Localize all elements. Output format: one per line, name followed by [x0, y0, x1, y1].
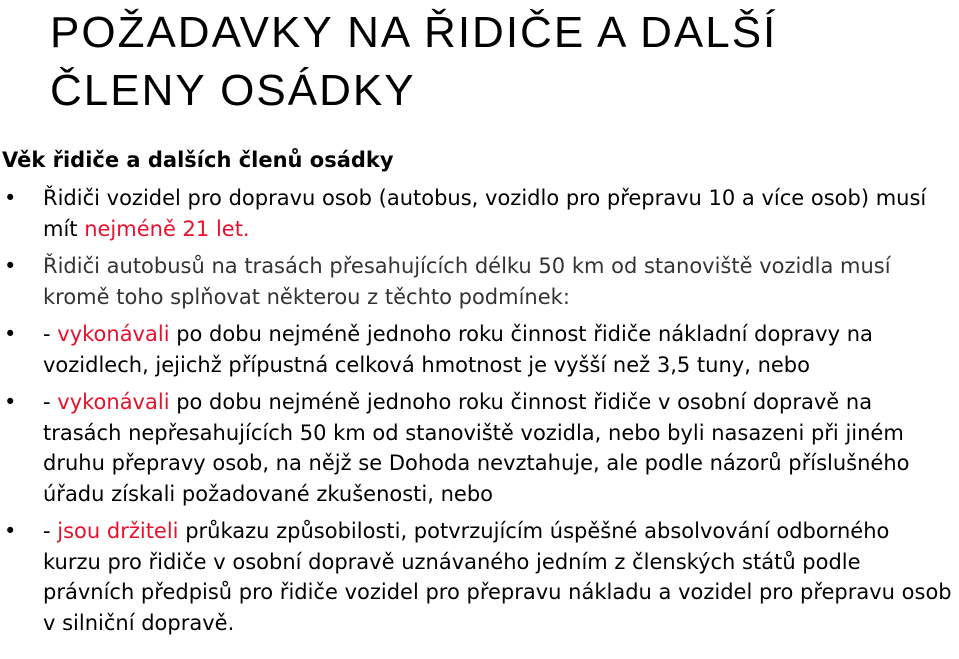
- bullet-text: -: [43, 322, 58, 346]
- bullet-text-after: průkazu způsobilosti, potvrzujícím úspěšné absolvování odborného kurzu pro řidiče v osobní dopravě uznávaného jedním z členských států podle právních předpisů pro řidiče vozidel pro přepravu nákladu a vozidel pro přepravu osob v silniční dopravě.: [43, 519, 952, 635]
- bullet-item-1: [0, 183, 959, 244]
- section-heading: Věk řidiče a dalších členů osádky: [2, 148, 394, 172]
- bullet-text: -: [43, 390, 58, 414]
- bullet-highlight: jsou držiteli: [57, 519, 179, 543]
- bullet-item-2: [0, 251, 959, 312]
- slide-title-line-1: POŽADAVKY NA ŘIDIČE A DALŠÍ: [50, 8, 778, 57]
- bullet-item-3: [0, 319, 959, 380]
- bullet-highlight: vykonávali: [57, 390, 170, 414]
- slide-title-line-2: ČLENY OSÁDKY: [50, 66, 416, 115]
- bullet-text-after: po dobu nejméně jednoho roku činnost řidiče nákladní dopravy na vozidlech, jejichž přípustná celková hmotnost je vyšší než 3,5 tuny, nebo: [43, 322, 873, 377]
- bullet-icon: •: [4, 254, 17, 278]
- bullet-text: Řidiči autobusů na trasách přesahujících délku 50 km od stanoviště vozidla musí kromě toho splňovat některou z těchto podmínek:: [43, 254, 891, 309]
- bullet-icon: •: [4, 519, 17, 543]
- bullet-text: Řidiči vozidel pro dopravu osob (autobus, vozidlo pro přepravu 10 a více osob) musí mít: [43, 186, 927, 241]
- bullet-icon: •: [4, 186, 17, 210]
- bullet-icon: •: [4, 390, 17, 414]
- bullet-highlight: vykonávali: [57, 322, 170, 346]
- bullet-text-after: po dobu nejméně jednoho roku činnost řidiče v osobní dopravě na trasách nepřesahujících 50 km od stanoviště vozidla, nebo byli nasazeni při jiném druhu přepravy osob, na nějž se Dohoda nevztahuje, ale podle názorů příslušného úřadu získali požadované zkušenosti, nebo: [43, 390, 910, 506]
- bullet-item-5: [0, 516, 959, 638]
- bullet-icon: •: [4, 322, 17, 346]
- bullet-highlight: nejméně 21 let.: [84, 216, 250, 241]
- bullet-list: [0, 183, 959, 638]
- slide-title: [50, 4, 950, 120]
- slide-content: [0, 146, 959, 645]
- bullet-item-4: [0, 387, 959, 509]
- bullet-text: -: [43, 519, 58, 543]
